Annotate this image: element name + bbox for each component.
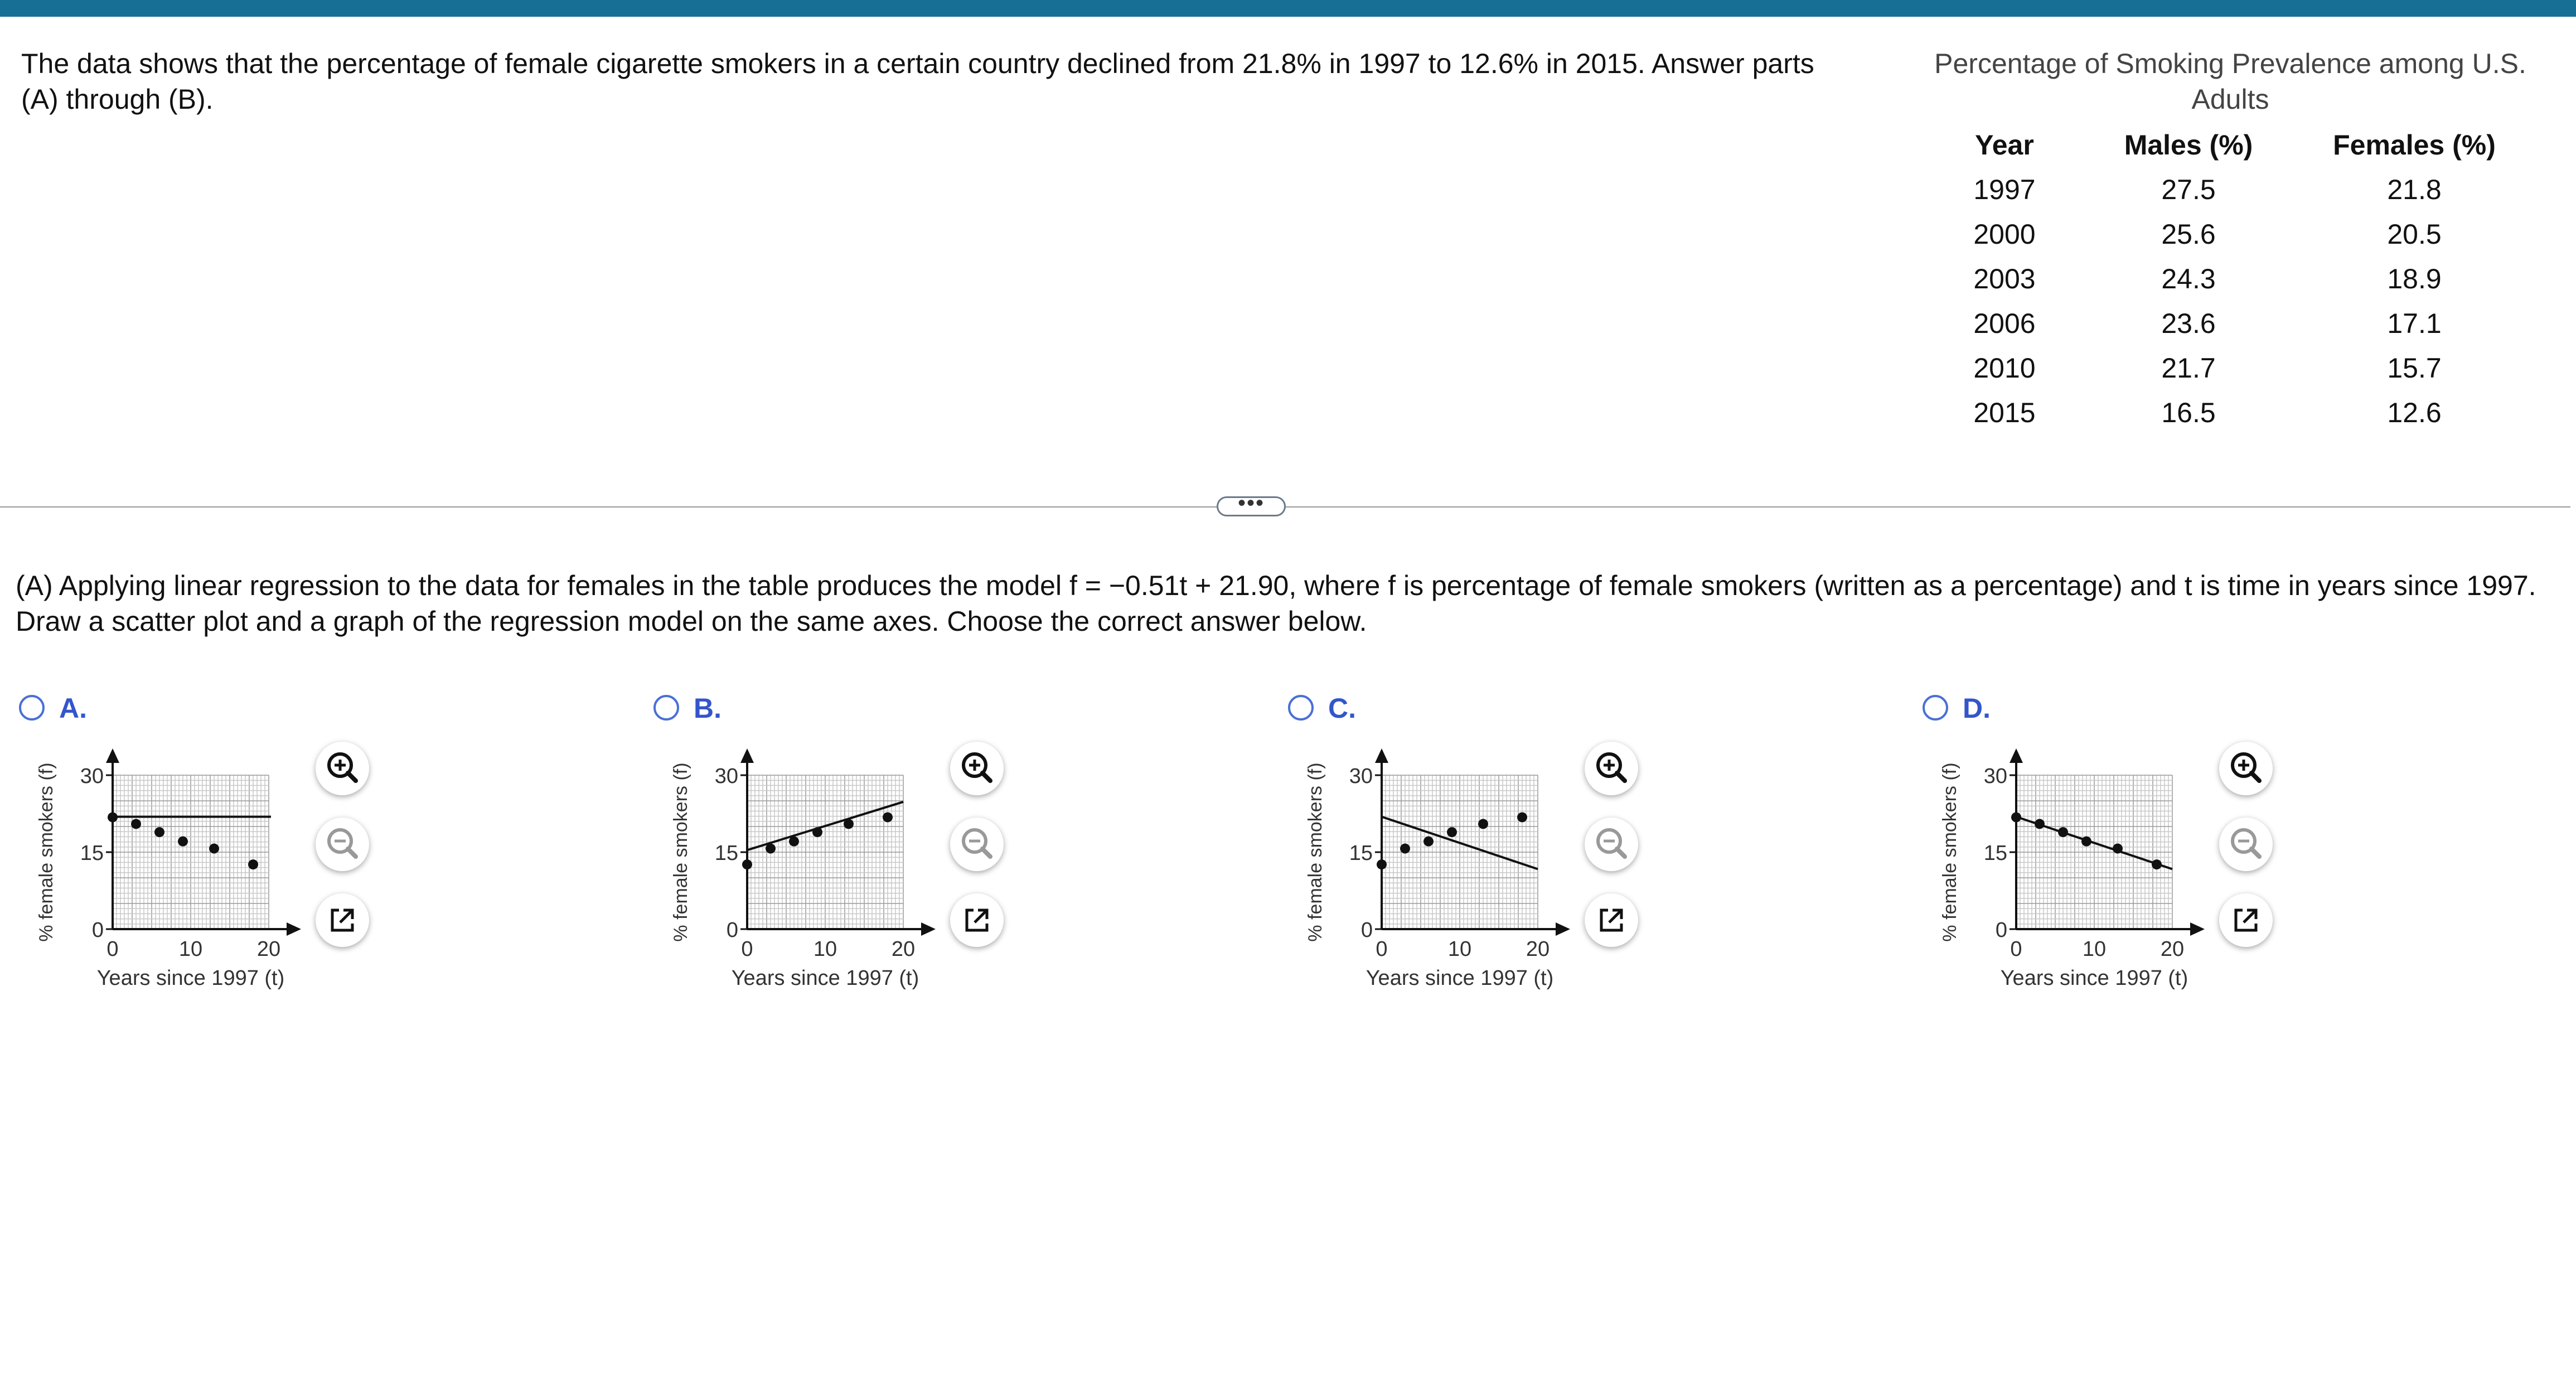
x-axis-arrow	[2190, 922, 2205, 936]
zoom-in-button[interactable]	[1585, 742, 1638, 795]
data-point	[2113, 844, 2123, 854]
choice-letter: B.	[694, 693, 722, 724]
radio-button[interactable]	[1288, 695, 1314, 721]
open-graph-button[interactable]	[950, 893, 1004, 947]
y-axis-arrow	[1375, 748, 1388, 763]
table-header-row	[1935, 123, 2526, 167]
x-axis-arrow	[1556, 922, 1570, 936]
cell-females: 12.6	[2387, 397, 2442, 428]
choice-plot	[1288, 736, 1623, 1037]
data-point	[1517, 812, 1527, 822]
cell-year: 2010	[1973, 352, 2036, 384]
data-point	[2011, 812, 2021, 822]
radio-button[interactable]	[1923, 695, 1948, 721]
x-tick-label: 10	[1447, 937, 1472, 961]
cell-year: 1997	[1973, 174, 2036, 205]
x-axis-label: Years since 1997 (t)	[96, 966, 285, 990]
zoom-out-button[interactable]	[2219, 818, 2273, 871]
open-graph-button[interactable]	[2219, 893, 2273, 947]
y-axis-label: % female smokers (f)	[1305, 762, 1326, 942]
header-males: Males (%)	[2124, 129, 2253, 161]
cell-year: 2006	[1973, 308, 2036, 339]
zoom-in-icon	[1585, 742, 1638, 795]
table-row	[1935, 257, 2526, 301]
question-text: (A) Applying linear regression to the data for females in the table produces the model f = −0.51t + 21.90, where f is percentage of female smokers (written as a percentage) and t is time in years since 1997. Draw a scatter plot and a graph of the regression model on the same axes. Choose the correct answer below.	[16, 570, 2536, 637]
zoom-in-button[interactable]	[2219, 742, 2273, 795]
data-point	[1423, 837, 1434, 847]
y-tick-label: 30	[80, 765, 104, 788]
y-axis-arrow	[2010, 748, 2023, 763]
choice-plot	[1923, 736, 2257, 1037]
y-tick-label: 0	[1360, 919, 1373, 942]
x-tick-label: 20	[2160, 937, 2185, 961]
external-link-icon	[316, 893, 369, 947]
choice-plot	[653, 736, 988, 1037]
x-tick-label: 10	[2082, 937, 2107, 961]
y-axis-arrow	[740, 748, 754, 763]
y-tick-label: 30	[714, 765, 738, 788]
data-point	[742, 859, 752, 869]
open-graph-button[interactable]	[316, 893, 369, 947]
data-point	[209, 844, 219, 854]
cell-males: 24.3	[2161, 263, 2216, 294]
intro-text: The data shows that the percentage of female cigarette smokers in a certain country declined from 21.8% in 1997 to 12.6% in 2015. Answer parts (A) through (B).	[21, 48, 1814, 115]
y-tick-label: 0	[1995, 919, 2007, 942]
cell-males: 23.6	[2161, 308, 2216, 339]
table-row	[1935, 390, 2526, 435]
choice-letter: C.	[1328, 693, 1356, 724]
zoom-in-button[interactable]	[316, 742, 369, 795]
choice-c[interactable]	[1288, 692, 1901, 1026]
data-point	[108, 812, 118, 822]
data-point	[766, 844, 776, 854]
data-point	[844, 819, 854, 829]
top-bar	[0, 0, 2576, 17]
x-axis-label: Years since 1997 (t)	[2000, 966, 2188, 990]
data-point	[154, 827, 164, 837]
x-axis-arrow	[287, 922, 301, 936]
zoom-out-button[interactable]	[316, 818, 369, 871]
x-tick-label: 10	[813, 937, 837, 961]
data-point	[131, 819, 141, 829]
data-point	[2035, 819, 2045, 829]
x-tick-label: 0	[1376, 937, 1388, 961]
y-tick-label: 30	[1349, 765, 1373, 788]
zoom-out-icon	[1585, 818, 1638, 871]
x-tick-label: 0	[741, 937, 753, 961]
cell-males: 16.5	[2161, 397, 2216, 428]
cell-females: 21.8	[2387, 174, 2442, 205]
x-tick-label: 20	[256, 937, 281, 961]
data-point	[1478, 819, 1488, 829]
y-axis-arrow	[106, 748, 119, 763]
radio-button[interactable]	[19, 695, 45, 721]
external-link-icon	[950, 893, 1004, 947]
zoom-out-button[interactable]	[950, 818, 1004, 871]
expand-more-button[interactable]: •••	[1217, 496, 1286, 516]
data-point	[178, 837, 188, 847]
external-link-icon	[2219, 893, 2273, 947]
data-point	[248, 859, 258, 869]
open-graph-button[interactable]	[1585, 893, 1638, 947]
smoking-table	[1935, 123, 2526, 435]
y-tick-label: 0	[726, 919, 738, 942]
data-point	[1447, 827, 1457, 837]
table-row	[1935, 346, 2526, 390]
y-tick-label: 15	[1983, 842, 2007, 865]
y-tick-label: 15	[1349, 842, 1373, 865]
x-tick-label: 0	[106, 937, 119, 961]
y-axis-label: % female smokers (f)	[36, 762, 57, 942]
cell-males: 21.7	[2161, 352, 2216, 384]
header-year: Year	[1975, 129, 2034, 161]
choice-b[interactable]	[653, 692, 1267, 1026]
data-point	[1400, 844, 1410, 854]
cell-year: 2003	[1973, 263, 2036, 294]
data-point	[789, 837, 799, 847]
x-axis-arrow	[921, 922, 936, 936]
zoom-in-icon	[950, 742, 1004, 795]
x-axis-label: Years since 1997 (t)	[731, 966, 919, 990]
data-point	[883, 812, 893, 822]
zoom-in-icon	[316, 742, 369, 795]
zoom-out-button[interactable]	[1585, 818, 1638, 871]
cell-males: 25.6	[2161, 219, 2216, 250]
table-title: Percentage of Smoking Prevalence among U.S. Adults	[1934, 48, 2526, 115]
data-point	[2081, 837, 2091, 847]
cell-year: 2000	[1973, 219, 2036, 250]
choice-letter: A.	[59, 693, 87, 724]
zoom-in-button[interactable]	[950, 742, 1004, 795]
zoom-in-icon	[2219, 742, 2273, 795]
zoom-out-icon	[2219, 818, 2273, 871]
x-axis-label: Years since 1997 (t)	[1366, 966, 1554, 990]
data-point	[2058, 827, 2068, 837]
y-tick-label: 15	[80, 842, 104, 865]
data-point	[2152, 859, 2162, 869]
cell-year: 2015	[1973, 397, 2036, 428]
table-row	[1935, 167, 2526, 212]
cell-females: 20.5	[2387, 219, 2442, 250]
radio-button[interactable]	[653, 695, 679, 721]
y-tick-label: 30	[1983, 765, 2007, 788]
y-tick-label: 0	[91, 919, 104, 942]
choice-d[interactable]	[1923, 692, 2536, 1026]
choice-letter: D.	[1963, 693, 1991, 724]
y-axis-label: % female smokers (f)	[670, 762, 691, 942]
external-link-icon	[1585, 893, 1638, 947]
x-tick-label: 0	[2010, 937, 2022, 961]
zoom-out-icon	[316, 818, 369, 871]
cell-females: 18.9	[2387, 263, 2442, 294]
choice-plot	[19, 736, 354, 1037]
x-tick-label: 10	[178, 937, 203, 961]
y-tick-label: 15	[714, 842, 738, 865]
data-point	[812, 827, 822, 837]
zoom-out-icon	[950, 818, 1004, 871]
y-axis-label: % female smokers (f)	[1939, 762, 1960, 942]
table-row	[1935, 301, 2526, 346]
x-tick-label: 20	[891, 937, 916, 961]
cell-males: 27.5	[2161, 174, 2216, 205]
cell-females: 17.1	[2387, 308, 2442, 339]
header-females: Females (%)	[2333, 129, 2496, 161]
choice-a[interactable]	[19, 692, 632, 1026]
data-point	[1377, 859, 1387, 869]
table-row	[1935, 212, 2526, 257]
x-tick-label: 20	[1526, 937, 1550, 961]
cell-females: 15.7	[2387, 352, 2442, 384]
